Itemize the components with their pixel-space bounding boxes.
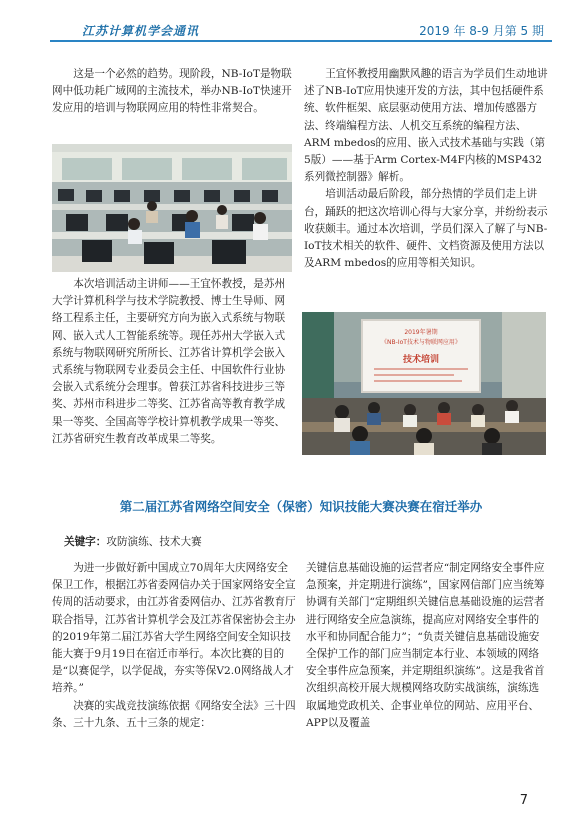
- bottom-right-paragraph-1: 关键信息基础设施的运营者应“制定网络安全事件应急预案，并定期进行演练”，国家网信部门应当统筹协调有关部门“定期组织关键信息基础设施的运营者进行网络安全应急演练，提高应对网络安全事件的水平和协同配合能力”；“负责关键信息基础设施安全保护工作的部门应当制定本行业、本领域的网络安全事件应急预案，并定期组织演练”。这是我省首次组织高校开展大规模网络攻防实战演练，演练选取属地党政机关、企事业单位的网站、应用平台、APP以及覆盖: [306, 562, 545, 729]
- header-divider: [50, 40, 552, 42]
- right-paragraph-2: 培训活动最后阶段，部分热情的学员们走上讲台，踊跃的把这次培训心得与大家分享，并纷纷表示收获颇丰。通过本次培训，学员们深入了解了与NB-IoT技术相关的软件、硬件、文档资源及使用方法以及ARM mbedos的应用等相关知识。: [304, 188, 548, 270]
- lab-photo-graphic: [52, 144, 292, 272]
- projection-line-1: 2019年暑期: [404, 329, 438, 336]
- left-paragraph-1: 这是一个必然的趋势。现阶段，NB-IoT是物联网中低功耗广域网的主流技术，举办NB-IoT快速开发应用的培训与物联网应用的特性非常契合。: [52, 68, 292, 115]
- left-column-top: [52, 66, 294, 118]
- projection-line-2: 《NB-IoT技术与物联网应用》: [381, 339, 461, 346]
- right-paragraph-1: 王宜怀教授用幽默风趣的语言为学员们生动地讲述了NB-IoT应用快速开发的方法，其中包括硬件系统、软件框架、底层驱动使用方法、增加传感器方法、终端编程方法、人机交互系统的编程方法、ARM mbedos的应用、嵌入式技术基础与实践（第5版）——基于Arm Cortex-M4F内核的MSP432系列微控制器》解析。: [304, 68, 548, 184]
- article-title: 第二届江苏省网络空间安全（保密）知识技能大赛决赛在宿迁举办: [119, 499, 483, 514]
- journal-title: 江苏计算机学会通讯: [82, 24, 200, 38]
- keywords-label: 关键字：: [64, 536, 107, 548]
- page-number: 7: [519, 793, 528, 808]
- issue-label: 2019 年 8-9 月第 5 期: [419, 24, 544, 38]
- left-paragraph-2: 本次培训活动主讲师——王宜怀教授，是苏州大学计算机科学与技术学院教授、博士生导师、网络工程系主任，主要研究方向为嵌入式系统与物联网、嵌入式人工智能系统等。现任苏州大学嵌入式系统与物联网研究所所长、江苏省计算机学会嵌入式系统与物联网专业委员会主任、中国软件行业协会嵌入式系统分会理事。曾获江苏省科技进步三等奖、苏州市科进步二等奖、江苏省高等教育教学成果一等奖、全国高等学校计算机教学成果一等奖、江苏省研究生教育改革成果二等奖。: [52, 278, 286, 445]
- right-column-top: [304, 66, 548, 272]
- keywords-value: 攻防演练、技术大赛: [106, 536, 202, 548]
- lecture-photo-graphic: [302, 312, 546, 455]
- bottom-left-paragraph-2: 决赛的实战竞技演练依据《网络安全法》三十四条、三十九条、五十三条的规定：: [52, 699, 296, 729]
- training-lab-photo: [52, 144, 292, 272]
- left-column-bottom: [52, 276, 294, 448]
- bottom-left-paragraph-1: 为进一步做好新中国成立70周年大庆网络安全保卫工作，根据江苏省委网信办关于国家网络安全宣传周的活动要求，由江苏省委网信办、江苏省教育厅联合指导，江苏省计算机学会及江苏省保密协会主办的2019年第二届江苏省大学生网络空间安全知识技能大赛于9月19日在宿迁市举行。本次比赛的目的是“以赛促学，以学促战，夯实等保V2.0网络战人才培养。”: [52, 562, 296, 695]
- keywords-line: [64, 534, 202, 549]
- bottom-right-column: [306, 560, 548, 732]
- lecture-hall-photo: [302, 312, 546, 455]
- projection-line-3: 技术培训: [402, 355, 440, 365]
- bottom-left-column: [52, 560, 298, 732]
